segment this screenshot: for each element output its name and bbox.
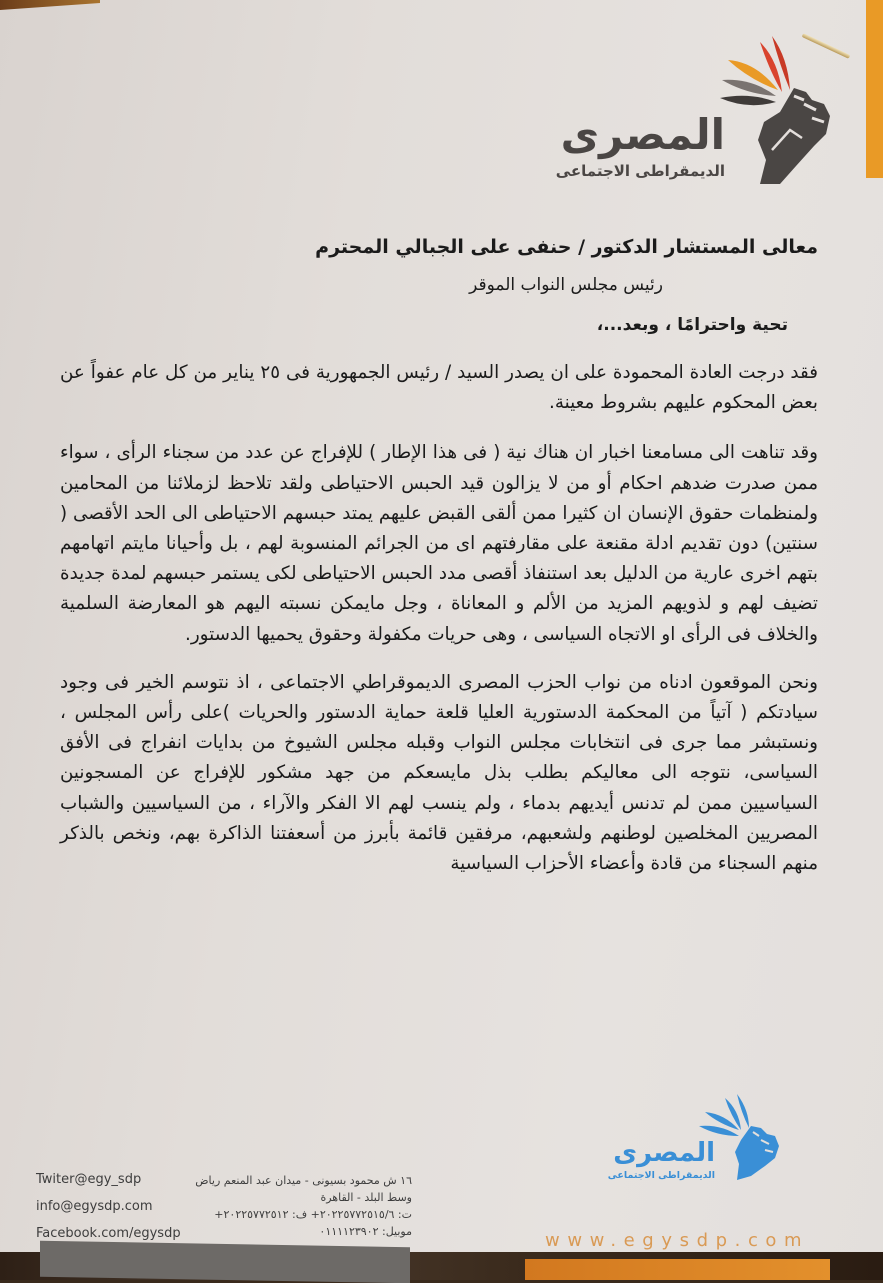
party-logo-footer-title: المصرى bbox=[613, 1138, 715, 1168]
email-address: info@egysdp.com bbox=[36, 1199, 153, 1214]
phone-fax: ت: ٢٠٢٢٥٧٧٢٥١٥/٦+ ف: ٢٠٢٢٥٧٧٢٥١٢+ bbox=[214, 1208, 412, 1221]
footer-contacts bbox=[36, 1166, 181, 1247]
addressee-position: رئيس مجلس النواب الموقر bbox=[469, 275, 663, 295]
address-line-2: وسط البلد - القاهرة bbox=[320, 1191, 412, 1204]
facebook-link: Facebook.com/egysdp bbox=[36, 1226, 181, 1241]
footer-gray-band bbox=[40, 1241, 410, 1283]
footer-address bbox=[195, 1172, 412, 1240]
party-logo-footer-subtitle: الديمقراطى الاجتماعى bbox=[607, 1170, 715, 1181]
orange-edge-stripe bbox=[866, 0, 883, 178]
address-line-1: ١٦ ش محمود بسيونى - ميدان عبد المنعم رياض bbox=[195, 1174, 412, 1187]
footer-orange-band bbox=[525, 1259, 830, 1280]
party-logo-title: المصرى bbox=[560, 110, 725, 159]
party-logo-footer bbox=[540, 1090, 785, 1180]
paragraph-1: فقد درجت العادة المحمودة على ان يصدر السيد / رئيس الجمهورية فى ٢٥ يناير من كل عام عفواً عن بعض المحكوم عليهم بشروط معينة. bbox=[60, 362, 818, 414]
party-logo-header bbox=[525, 30, 835, 190]
letter-body bbox=[60, 232, 818, 879]
paragraph-3: ونحن الموقعون ادناه من نواب الحزب المصرى الديموقراطي الاجتماعى ، اذ نتوسم الخير فى وجود سيادتكم ( آتياً من المحكمة الدستورية العليا قلعة حماية الدستور والحريات )على رأس المجلس ، ونستبشر مما جرى فى انتخابات مجلس النواب وقبله مجلس الشيوخ من بدايات انفراج فى الأفق السياسى، نتوجه الى معاليكم بطلب بذل مايسعكم من جهد مشكور للإفراج عن المسجونين السياسيين ممن لم تدنس أيديهم بدماء ، ولم ينسب لهم الا الفكر والآراء ، من السياسيين والشباب المصريين المخلصين لوطنهم ولشعبهم، مرفقين قائمة بأبرز من أسعفتنا الذاكرة بهم، ونخص بالذكر منهم السجناء من قادة وأعضاء الأحزاب السياسية bbox=[60, 671, 818, 875]
paragraph-2: وقد تناهت الى مسامعنا اخبار ان هناك نية ( فى هذا الإطار ) للإفراج عن عدد من سجناء الرأى ، سواء ممن صدرت ضدهم احكام أو من لا يزالون قيد الحبس الاحتياطى ولقد تلاحظ لزملائنا من المحامين ولمنظمات حقوق الإنسان ان كثيرا ممن ألقى القبض عليهم يمتد حبسهم الاحتياطى الى الحد الأقصى ( سنتين) دون تقديم ادلة مقنعة على مقارفتهم اى من الجرائم المنسوبة لهم ، بل وأحيانا مايتم اتهامهم بتهم اخرى عارية من الدليل بعد استنفاذ أقصى مدد الحبس الاحتياطى لكى يستمر حبسهم لمدة جديدة تضيف لهم و لذويهم المزيد من الألم و المعاناة ، وجل مايمكن نسبته اليهم هو المعارضة السلمية والخلاف فى الرأى او الاتجاه السياسى ، وهى حريات مكفولة وحقوق يحميها الدستور. bbox=[60, 442, 818, 645]
addressee-line: معالى المستشار الدكتور / حنفى على الجبالي المحترم bbox=[315, 236, 818, 258]
twitter-handle: Twiter@egy_sdp bbox=[36, 1172, 142, 1187]
raised-fist-flower-icon bbox=[720, 30, 835, 190]
mobile-number: موبيل: ٠١١١١٢٣٩٠٢ bbox=[319, 1225, 412, 1238]
greeting-line: تحية واحترامًا ، وبعد...، bbox=[596, 315, 788, 335]
party-logo-subtitle: الديمقراطى الاجتماعى bbox=[555, 162, 725, 180]
website-url[interactable]: www.egysdp.com bbox=[545, 1230, 810, 1251]
